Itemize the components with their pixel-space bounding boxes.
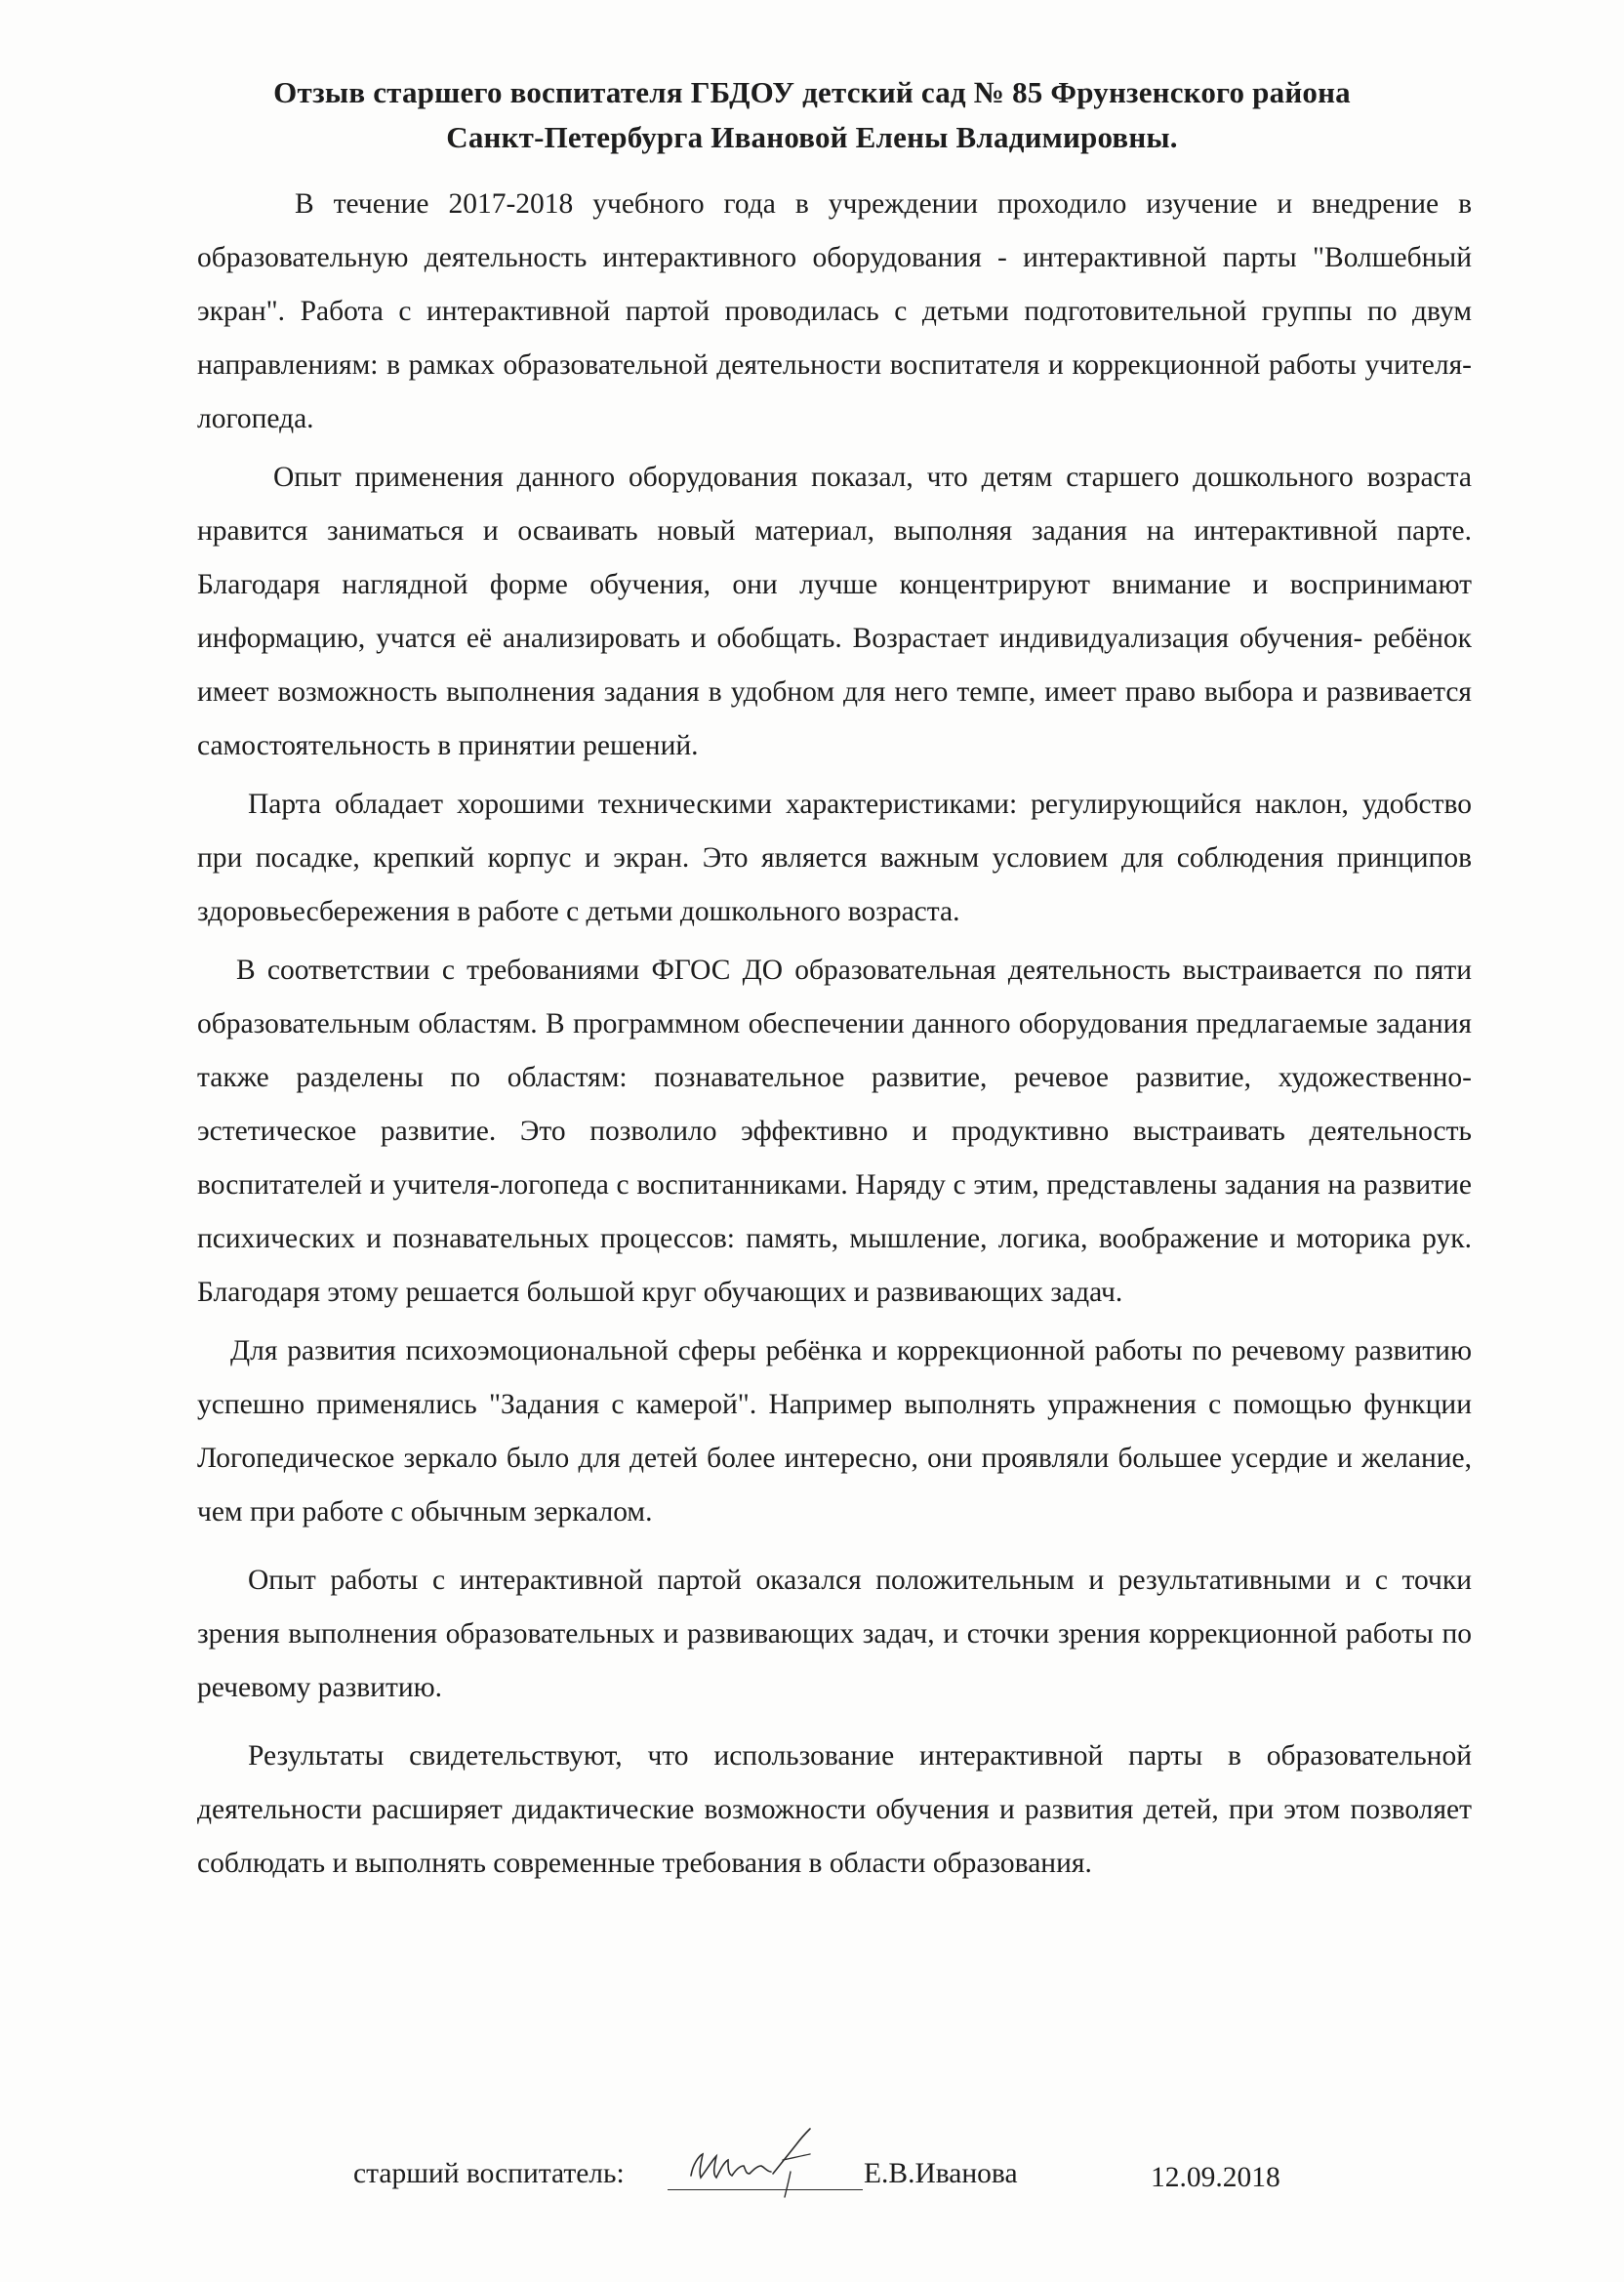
title-line-2: Санкт-Петербурга Ивановой Елены Владимировны.	[446, 120, 1178, 154]
signature-name: Е.В.Иванова	[864, 2158, 1018, 2189]
handwritten-signature	[664, 2115, 869, 2203]
document-title	[195, 70, 1429, 160]
paragraph-intro: В течение 2017-2018 учебного года в учреждении проходило изучение и внедрение в образовательную деятельность интерактивного оборудования - интерактивной парты "Волшебный экран". Работа с интерактивной партой проводилась с детьми подготовительной группы по двум направлениям: в рамках образовательной деятельности воспитателя и коррекционной работы учителя-логопеда.	[197, 188, 1472, 434]
title-line-1: Отзыв старшего воспитателя ГБДОУ детский сад № 85 Фрунзенского района	[273, 75, 1351, 109]
signature-block	[353, 2142, 1329, 2211]
paragraph-fgos: В соответствии с требованиями ФГОС ДО образовательная деятельность выстраивается по пяти образовательным областям. В программном обеспечении данного оборудования предлагаемые задания также разделены по областям: познавательное развитие, речевое развитие, художественно-эстетическое развитие. Это позволило эффективно и продуктивно выстраивать деятельность воспитателей и учителя-логопеда с воспитанниками. Наряду с этим, представлены задания на развитие психических и познавательных процессов: память, мышление, логика, воображение и моторика рук. Благодаря этому решается большой круг обучающих и развивающих задач.	[197, 955, 1472, 1308]
paragraph-conclusion: Результаты свидетельствуют, что использование интерактивной парты в образовательной деятельности расширяет дидактические возможности обучения и развития детей, при этом позволяет соблюдать и выполнять современные требования в области образования.	[197, 1740, 1472, 1879]
paragraph-experience: Опыт применения данного оборудования показал, что детям старшего дошкольного возраста нравится заниматься и осваивать новый материал, выполняя задания на интерактивной парте. Благодаря наглядной форме обучения, они лучше концентрируют внимание и воспринимают информацию, учатся её анализировать и обобщать. Возрастает индивидуализация обучения- ребёнок имеет возможность выполнения задания в удобном для него темпе, имеет право выбора и развивается самостоятельность в принятии решений.	[197, 462, 1472, 761]
paragraph-characteristics: Парта обладает хорошими техническими характеристиками: регулирующийся наклон, удобство при посадке, крепкий корпус и экран. Это является важным условием для соблюдения принципов здоровьесбережения в работе с детьми дошкольного возраста.	[197, 789, 1472, 927]
paragraph-camera-tasks: Для развития психоэмоциональной сферы ребёнка и коррекционной работы по речевому развитию успешно применялись "Задания с камерой". Например выполнять упражнения с помощью функции Логопедическое зеркало было для детей более интересно, они проявляли большее усердие и желание, чем при работе с обычным зеркалом.	[197, 1335, 1472, 1528]
document-body	[197, 178, 1472, 1891]
signature-date: 12.09.2018	[1151, 2162, 1280, 2193]
paragraph-results-experience: Опыт работы с интерактивной партой оказался положительным и результативными и с точки зрения выполнения образовательных и развивающих задач, и сточки зрения коррекционной работы по речевому развитию.	[197, 1565, 1472, 1703]
signature-role: старший воспитатель:	[353, 2158, 625, 2189]
